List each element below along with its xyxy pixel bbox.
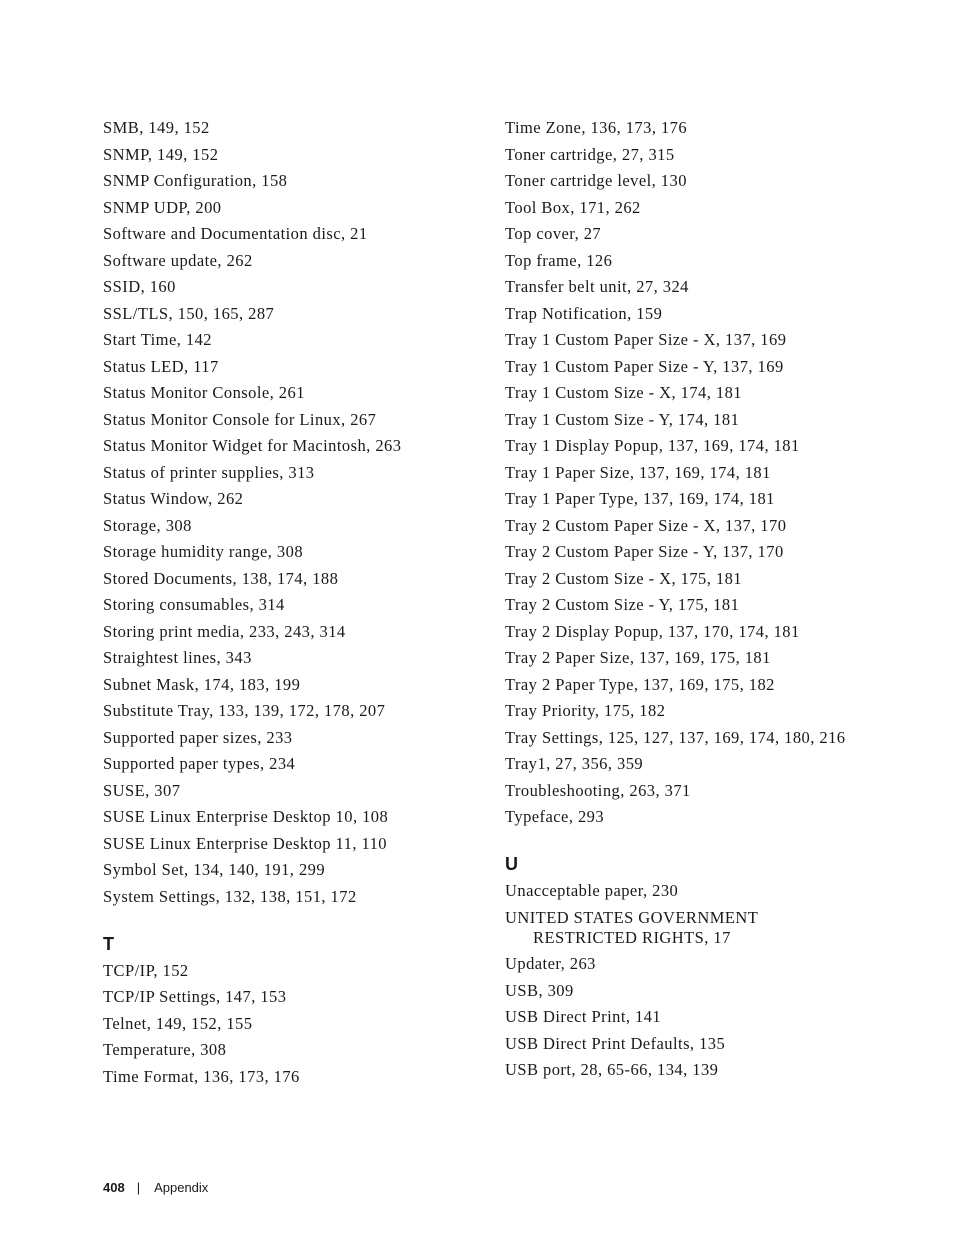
index-entry: Straightest lines, 343 [103,648,252,667]
index-entry: Status of printer supplies, 313 [103,462,315,482]
page-number: 408 [103,1180,125,1195]
index-entry: Typeface, 293 [505,807,605,826]
index-entry: Tray 2 Custom Paper Size - X, 137, 170 [505,515,787,535]
index-entry [505,1034,905,1054]
index-entry-text: Updater, 263 [505,954,596,973]
index-entry: Transfer belt unit, 27, 324 [505,277,689,296]
index-entry: Tray 1 Custom Paper Size - Y, 137, 169 [505,356,784,376]
index-entry: Tray Priority, 175, 182 [505,701,666,720]
index-entry: Storage humidity range, 308 [103,542,304,561]
index-entry: Tray 2 Paper Type, 137, 169, 175, 182 [505,674,775,694]
index-entry: Troubleshooting, 263, 371 [505,780,691,800]
index-entries-u [505,881,905,1080]
index-entry: Tray 2 Display Popup, 137, 170, 174, 181 [505,621,800,641]
index-entry: Top cover, 27 [505,224,602,243]
index-entry: Tray 1 Custom Size - X, 174, 181 [505,383,743,402]
index-entry: SUSE, 307 [103,780,181,800]
index-entry: Status Monitor Console for Linux, 267 [103,409,377,429]
index-entry: Tray1, 27, 356, 359 [505,754,644,773]
index-entry-text: USB port, 28, 65-66, 134, 139 [505,1060,719,1079]
index-entry: Storing print media, 233, 243, 314 [103,621,346,641]
index-entry: SNMP, 149, 152 [103,144,219,164]
index-entry: Tray 1 Custom Size - Y, 174, 181 [505,409,740,429]
index-entry: Tray 2 Paper Size, 137, 169, 175, 181 [505,648,771,667]
index-entry: Software update, 262 [103,250,253,270]
index-entry: SNMP Configuration, 158 [103,171,288,190]
index-entry [505,1007,905,1027]
index-entry: Tray 2 Custom Size - Y, 175, 181 [505,595,740,614]
index-entry: System Settings, 132, 138, 151, 172 [103,886,357,906]
index-entry: Tool Box, 171, 262 [505,197,641,217]
index-entry: Supported paper sizes, 233 [103,727,293,747]
index-entry: Start Time, 142 [103,330,212,349]
index-entries-s [103,118,483,907]
index-entry: Toner cartridge level, 130 [505,171,687,190]
page-footer [103,1180,208,1195]
index-entry: Storing consumables, 314 [103,595,285,614]
index-entry-continuation: RESTRICTED RIGHTS, 17 [533,927,731,947]
index-entry: Stored Documents, 138, 174, 188 [103,568,339,588]
index-entry: Tray 1 Custom Paper Size - X, 137, 169 [505,330,787,349]
index-entry: Time Zone, 136, 173, 176 [505,118,688,137]
index-entry: Software and Documentation disc, 21 [103,224,368,243]
index-entry [505,908,905,948]
index-entry: Status LED, 117 [103,356,219,376]
index-entry: Tray Settings, 125, 127, 137, 169, 174, 180, 216 [505,727,846,747]
index-entry: TCP/IP, 152 [103,960,189,980]
index-column-right [505,118,905,1087]
index-entry [505,981,905,1001]
index-entry: Supported paper types, 234 [103,754,296,773]
index-entry: Status Monitor Widget for Macintosh, 263 [103,436,402,455]
index-entry: SUSE Linux Enterprise Desktop 10, 108 [103,807,389,826]
index-entry: Tray 1 Display Popup, 137, 169, 174, 181 [505,436,800,455]
index-entry: Storage, 308 [103,515,192,535]
index-entries-t [103,961,483,1087]
index-entry: Status Monitor Console, 261 [103,383,305,402]
index-entries-t-continued [505,118,905,827]
index-entry: Subnet Mask, 174, 183, 199 [103,674,301,694]
index-entry: Trap Notification, 159 [505,303,663,323]
index-entry: Tray 1 Paper Type, 137, 169, 174, 181 [505,489,775,508]
index-entry-text: UNITED STATES GOVERNMENT [505,907,759,927]
index-entry: Top frame, 126 [505,250,613,270]
index-entry: Temperature, 308 [103,1040,227,1059]
index-entry [505,954,905,974]
index-entry: Time Format, 136, 173, 176 [103,1066,300,1086]
index-entry: Status Window, 262 [103,489,244,508]
index-entry: Tray 2 Custom Paper Size - Y, 137, 170 [505,542,784,561]
index-entry: Symbol Set, 134, 140, 191, 299 [103,860,326,879]
index-column-left [103,118,483,1093]
index-entry-text: USB Direct Print, 141 [505,1007,662,1026]
index-entry: Telnet, 149, 152, 155 [103,1013,253,1033]
index-entry: Tray 2 Custom Size - X, 175, 181 [505,568,743,588]
section-letter-t: T [103,933,114,954]
index-entry-text: Unacceptable paper, 230 [505,881,679,900]
index-entry: SSID, 160 [103,277,176,296]
index-entry: SMB, 149, 152 [103,118,210,137]
index-entry: SUSE Linux Enterprise Desktop 11, 110 [103,833,387,853]
index-entry-text: USB, 309 [505,980,574,1000]
index-entry: SSL/TLS, 150, 165, 287 [103,303,275,323]
index-entry: Toner cartridge, 27, 315 [505,144,675,164]
index-entry [505,1060,905,1080]
index-entry: Tray 1 Paper Size, 137, 169, 174, 181 [505,462,771,482]
footer-separator: | [136,1180,141,1195]
index-entry: SNMP UDP, 200 [103,197,222,217]
section-letter-u: U [505,854,518,874]
footer-section: Appendix [154,1180,209,1195]
index-entry: TCP/IP Settings, 147, 153 [103,987,287,1006]
index-entry: Substitute Tray, 133, 139, 172, 178, 207 [103,701,386,720]
index-entry [505,881,905,901]
index-entry-text: USB Direct Print Defaults, 135 [505,1033,726,1053]
